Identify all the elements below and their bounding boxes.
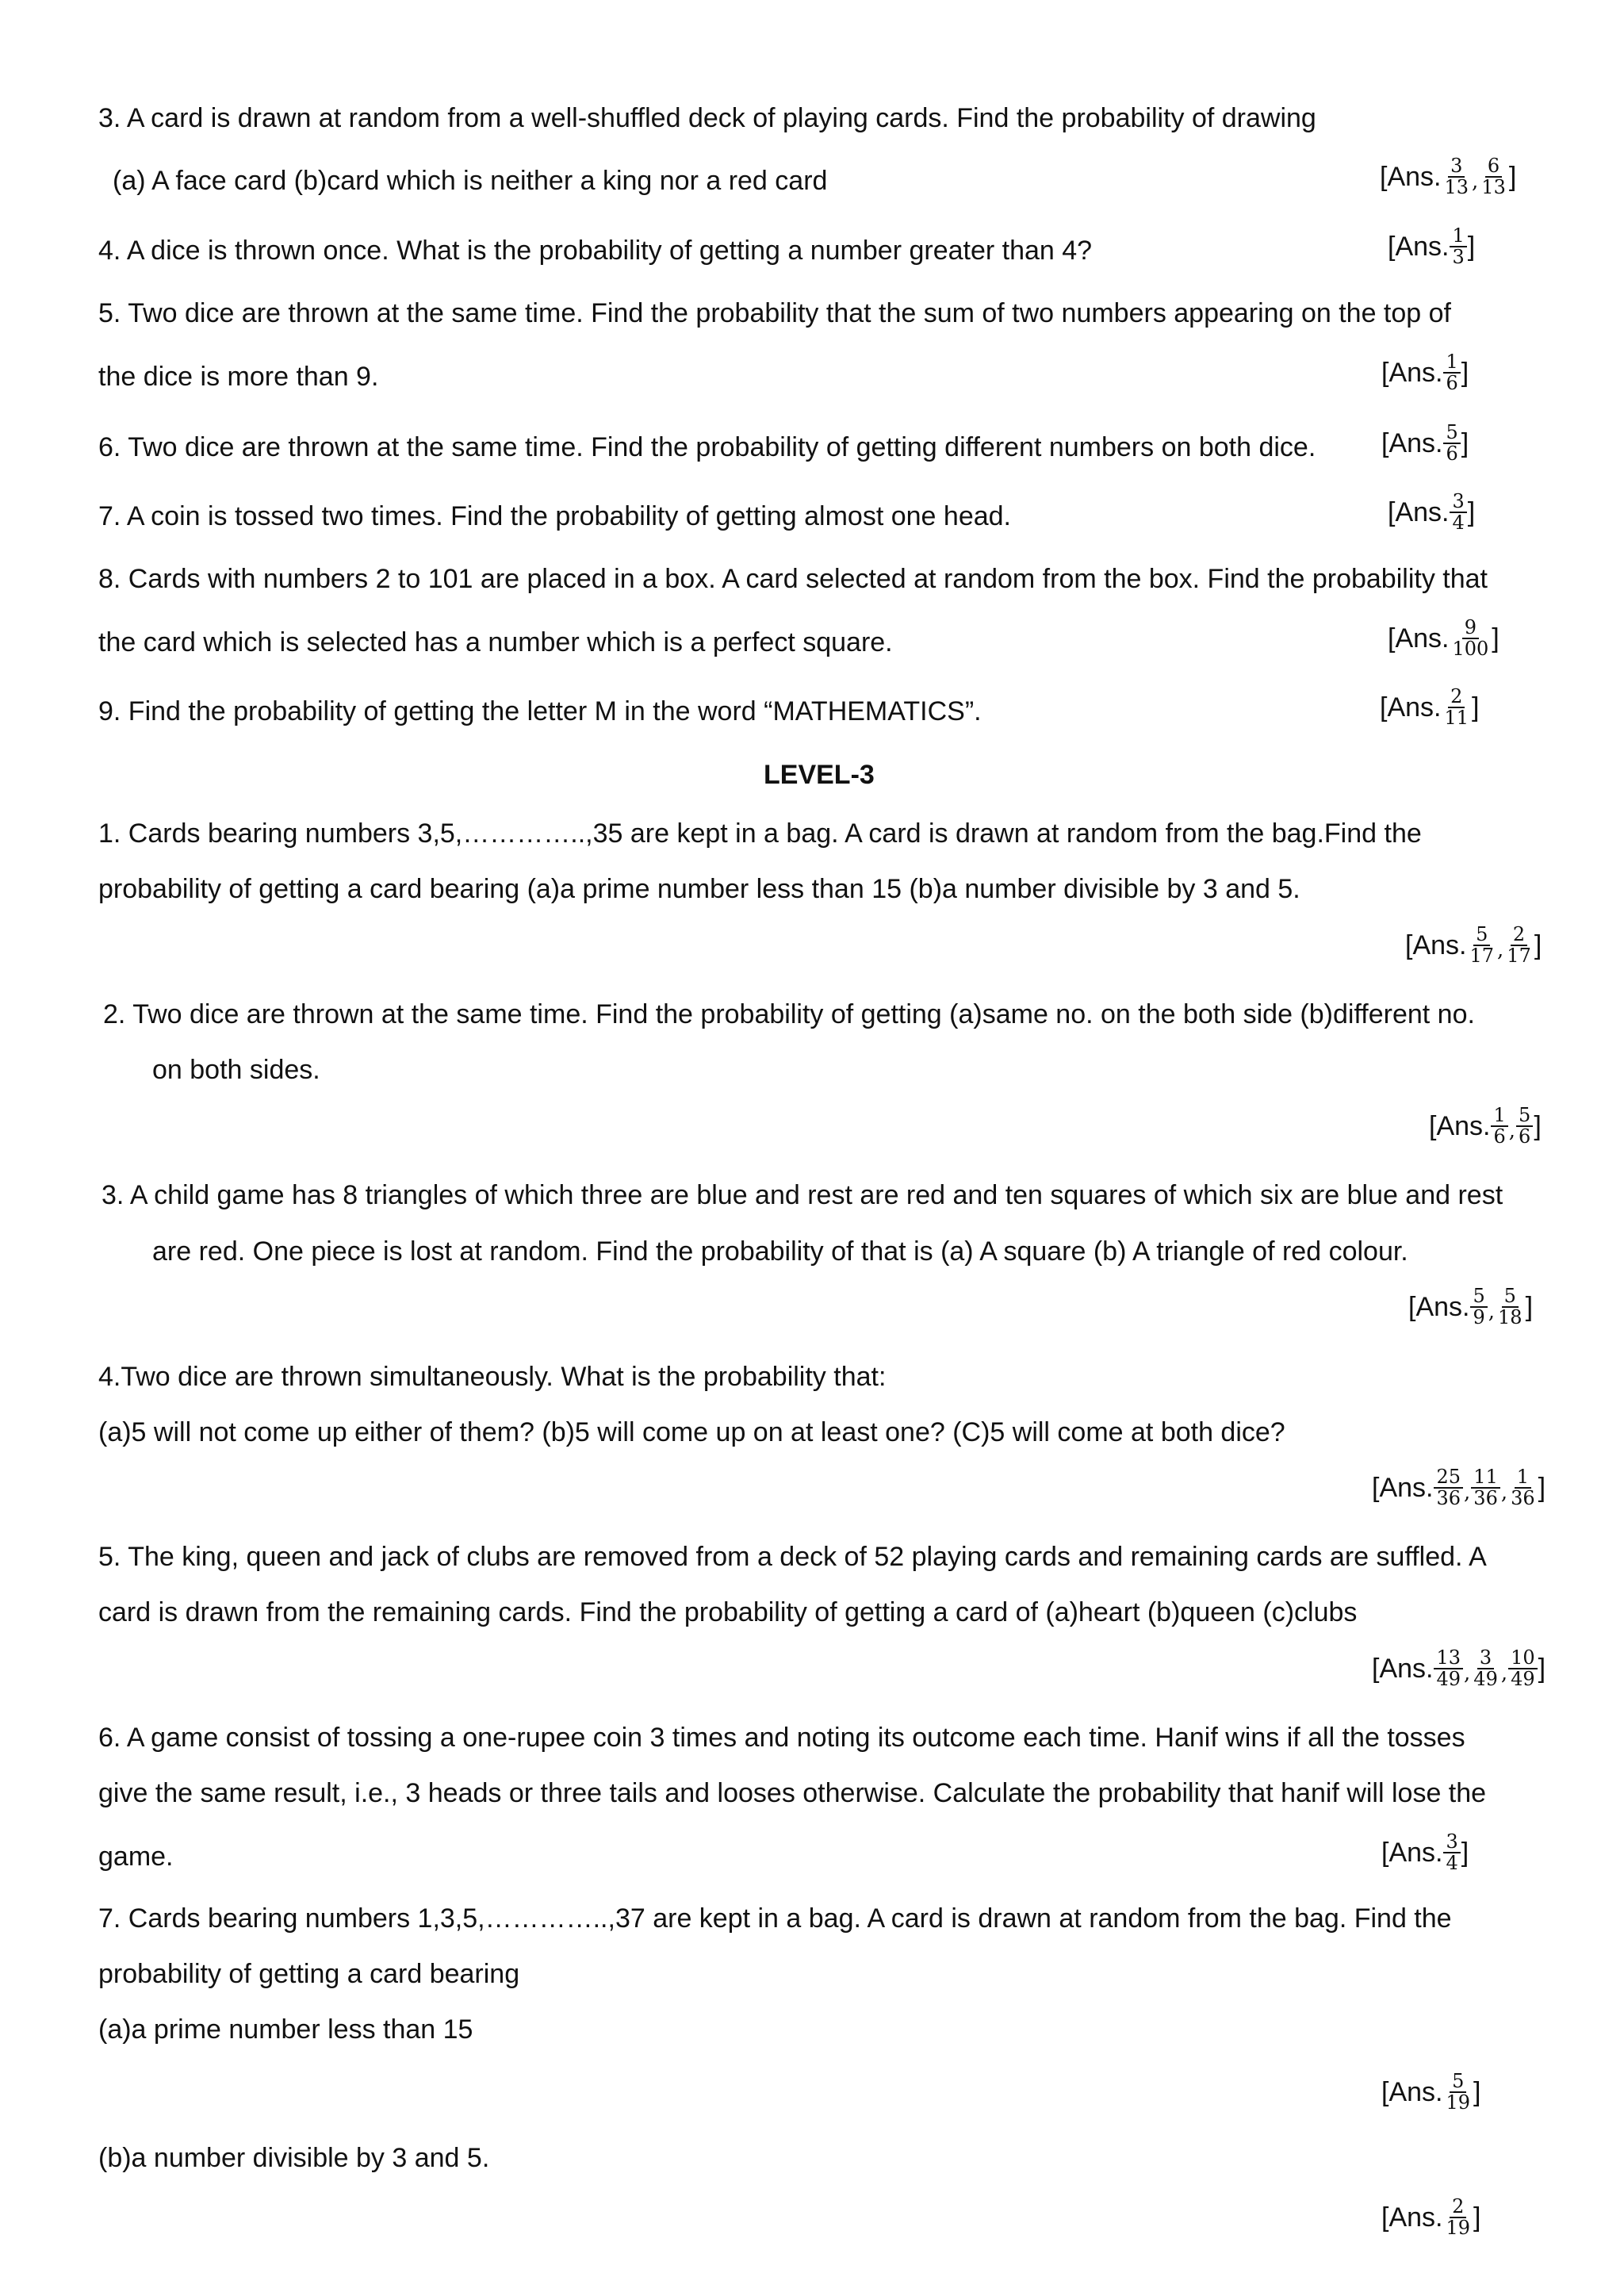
answer-prefix: [Ans. [1372,1653,1434,1684]
l3-question-7-line-2: probability of getting a card bearing [98,1959,520,1989]
l3-question-6-line-2: give the same result, i.e., 3 heads or three tails and looses otherwise. Calculate the probability that hanif will lose the [98,1778,1487,1808]
fraction-separator: , [1497,937,1504,962]
fraction-numerator: 5 [1502,1286,1519,1308]
answer-prefix: [Ans. [1388,496,1450,527]
answer-l3-q7b [1381,2197,1480,2238]
answer-suffix: ] [1525,1291,1534,1322]
answer-suffix: ] [1461,1837,1469,1868]
fraction-denominator: 36 [1473,1487,1498,1510]
answer-suffix: ] [1467,231,1476,262]
l3-question-6-line-1: 6. A game consist of tossing a one-rupee coin 3 times and noting its outcome each time. Hanif wins if all the tosses [98,1723,1465,1753]
fraction-denominator: 6 [1493,1125,1506,1148]
answer-l3-q5 [1372,1648,1545,1689]
l3-question-3-line-2: are red. One piece is lost at random. Find the probability of that is (a) A square (b) A triangle of red colour. [152,1236,1408,1267]
answer-prefix: [Ans. [1381,427,1443,458]
fraction-numerator: 25 [1434,1467,1463,1489]
fraction-denominator: 3 [1452,246,1465,269]
answer-fraction [1443,423,1460,464]
fraction-denominator: 19 [1446,2217,1471,2240]
fraction-numerator: 3 [1448,156,1465,178]
l3-question-2-line-1: 2. Two dice are thrown at the same time. Find the probability of getting (a)same no. on the both side (b)different no. [103,999,1475,1029]
fraction-numerator: 2 [1448,687,1465,708]
fraction-numerator: 9 [1462,618,1479,639]
answer-fraction [1443,352,1460,393]
fraction-separator: , [1464,1480,1471,1504]
answer-q6 [1381,423,1469,464]
fraction-numerator: 5 [1470,1286,1487,1308]
fraction-numerator: 11 [1471,1467,1500,1489]
fraction-denominator: 13 [1481,176,1506,199]
answer-suffix: ] [1534,1110,1542,1141]
answer-fraction [1450,618,1491,659]
fraction-numerator: 5 [1516,1106,1533,1127]
fraction-denominator: 49 [1511,1668,1535,1691]
fraction-numerator: 6 [1485,156,1502,178]
fraction-separator: , [1464,1661,1471,1685]
answer-fraction [1471,1467,1500,1508]
answer-fraction [1479,156,1508,197]
answer-suffix: ] [1461,427,1469,458]
fraction-numerator: 1 [1443,352,1460,374]
answer-fraction [1516,1106,1533,1147]
fraction-denominator: 17 [1507,945,1531,968]
answer-fraction [1442,156,1471,197]
answer-fraction [1467,925,1496,966]
answer-prefix: [Ans. [1429,1110,1491,1141]
fraction-denominator: 17 [1469,945,1495,968]
question-5-line-1: 5. Two dice are thrown at the same time. Find the probability that the sum of two numbers appearing on the top of [98,298,1451,328]
answer-q9 [1380,687,1479,728]
answer-suffix: ] [1534,930,1542,960]
answer-suffix: ] [1473,2076,1481,2107]
fraction-separator: , [1500,1480,1508,1504]
answer-prefix: [Ans. [1388,231,1450,262]
answer-fraction [1508,1648,1538,1689]
fraction-numerator: 10 [1508,1648,1538,1669]
answer-prefix: [Ans. [1388,623,1450,654]
answer-l3-q6 [1381,1832,1469,1873]
l3-question-5-line-1: 5. The king, queen and jack of clubs are removed from a deck of 52 playing cards and remaining cards are suffled. A [98,1542,1487,1572]
fraction-denominator: 49 [1436,1668,1461,1691]
answer-fraction [1491,1106,1507,1147]
answer-fraction [1470,1286,1487,1328]
question-5-line-2: the dice is more than 9. [98,362,379,392]
l3-question-6-line-3: game. [98,1842,174,1872]
fraction-denominator: 49 [1473,1668,1498,1691]
answer-prefix: [Ans. [1405,930,1467,960]
fraction-separator: , [1508,1118,1516,1143]
answer-suffix: ] [1538,1472,1546,1503]
fraction-numerator: 5 [1450,2072,1466,2093]
answer-prefix: [Ans. [1372,1472,1434,1503]
fraction-denominator: 6 [1519,1125,1531,1148]
l3-question-5-line-2: card is drawn from the remaining cards. Find the probability of getting a card of (a)heart (b)queen (c)clubs [98,1597,1358,1627]
answer-l3-q2 [1429,1106,1542,1147]
answer-prefix: [Ans. [1381,357,1443,388]
l3-question-7-line-1: 7. Cards bearing numbers 1,3,5,…………..,37 are kept in a bag. A card is drawn at random from the bag. Find the [98,1903,1452,1934]
l3-question-4-line-1: 4.Two dice are thrown simultaneously. What is the probability that: [98,1362,887,1392]
fraction-separator: , [1472,169,1479,194]
answer-suffix: ] [1492,623,1500,654]
fraction-numerator: 13 [1434,1648,1463,1669]
question-3-line-2: (a) A face card (b)card which is neither a king nor a red card [113,166,828,196]
answer-fraction [1471,1648,1500,1689]
question-4-line: 4. A dice is thrown once. What is the probability of getting a number greater than 4? [98,236,1093,266]
answer-l3-q1 [1405,925,1542,966]
fraction-numerator: 5 [1473,925,1490,946]
fraction-numerator: 1 [1450,226,1466,247]
l3-question-1-line-1: 1. Cards bearing numbers 3,5,…………..,35 are kept in a bag. A card is drawn at random from the bag.Find the [98,818,1422,849]
answer-suffix: ] [1473,2202,1481,2233]
answer-prefix: [Ans. [1381,1837,1443,1868]
fraction-denominator: 9 [1473,1306,1485,1329]
answer-fraction [1443,2197,1473,2238]
answer-suffix: ] [1472,692,1480,723]
answer-prefix: [Ans. [1381,2076,1443,2107]
answer-fraction [1442,687,1471,728]
answer-l3-q4 [1372,1467,1545,1508]
l3-question-3-line-1: 3. A child game has 8 triangles of which three are blue and rest are red and ten squares of which six are blue and rest [102,1180,1503,1210]
answer-prefix: [Ans. [1408,1291,1470,1322]
answer-fraction [1508,1467,1538,1508]
answer-q4 [1388,226,1475,267]
question-8-line-1: 8. Cards with numbers 2 to 101 are placed in a box. A card selected at random from the box. Find the probability that [98,564,1488,594]
question-7-line: 7. A coin is tossed two times. Find the probability of getting almost one head. [98,501,1011,531]
answer-fraction [1443,2072,1473,2113]
question-8-line-2: the card which is selected has a number which is a perfect square. [98,627,893,657]
question-3-line-1: 3. A card is drawn at random from a well-shuffled deck of playing cards. Find the probability of drawing [98,103,1316,133]
level-3-heading: LEVEL-3 [764,760,875,790]
answer-prefix: [Ans. [1381,2202,1443,2233]
fraction-numerator: 3 [1477,1648,1494,1669]
fraction-numerator: 2 [1450,2197,1466,2218]
fraction-denominator: 100 [1452,638,1489,661]
answer-l3-q3 [1408,1286,1533,1328]
answer-fraction [1504,925,1534,966]
question-6-line: 6. Two dice are thrown at the same time. Find the probability of getting different numbers on both dice. [98,432,1316,462]
question-9-line: 9. Find the probability of getting the letter M in the word “MATHEMATICS”. [98,696,982,726]
answer-fraction [1450,226,1466,267]
answer-fraction [1450,492,1466,533]
fraction-denominator: 36 [1511,1487,1535,1510]
fraction-numerator: 3 [1443,1832,1460,1853]
answer-suffix: ] [1467,496,1476,527]
fraction-numerator: 3 [1450,492,1466,513]
answer-q5 [1381,352,1469,393]
fraction-denominator: 13 [1444,176,1469,199]
l3-question-4-line-2: (a)5 will not come up either of them? (b)5 will come up on at least one? (C)5 will come at both dice? [98,1417,1285,1447]
fraction-numerator: 1 [1515,1467,1531,1489]
fraction-denominator: 6 [1446,372,1458,395]
fraction-numerator: 1 [1491,1106,1507,1127]
fraction-denominator: 4 [1452,512,1465,535]
answer-fraction [1434,1648,1463,1689]
l3-question-7-part-a: (a)a prime number less than 15 [98,2014,473,2045]
answer-suffix: ] [1461,357,1469,388]
answer-prefix: [Ans. [1380,161,1442,192]
answer-fraction [1496,1286,1525,1328]
fraction-denominator: 19 [1446,2091,1471,2114]
fraction-denominator: 36 [1436,1487,1461,1510]
answer-q3 [1380,156,1516,197]
answer-q7 [1388,492,1475,533]
fraction-numerator: 5 [1443,423,1460,444]
l3-question-1-line-2: probability of getting a card bearing (a)a prime number less than 15 (b)a number divisible by 3 and 5. [98,874,1300,904]
fraction-denominator: 6 [1446,443,1458,466]
l3-question-2-line-2: on both sides. [152,1055,320,1085]
l3-question-7-part-b: (b)a number divisible by 3 and 5. [98,2143,490,2173]
answer-q8 [1388,618,1500,659]
fraction-denominator: 11 [1444,707,1469,730]
answer-prefix: [Ans. [1380,692,1442,723]
answer-fraction [1443,1832,1460,1873]
fraction-separator: , [1488,1299,1496,1324]
answer-fraction [1434,1467,1463,1508]
fraction-denominator: 18 [1498,1306,1522,1329]
fraction-denominator: 4 [1446,1852,1458,1875]
answer-l3-q7a [1381,2072,1480,2113]
fraction-separator: , [1500,1661,1508,1685]
fraction-numerator: 2 [1511,925,1527,946]
answer-suffix: ] [1538,1653,1546,1684]
answer-suffix: ] [1508,161,1517,192]
